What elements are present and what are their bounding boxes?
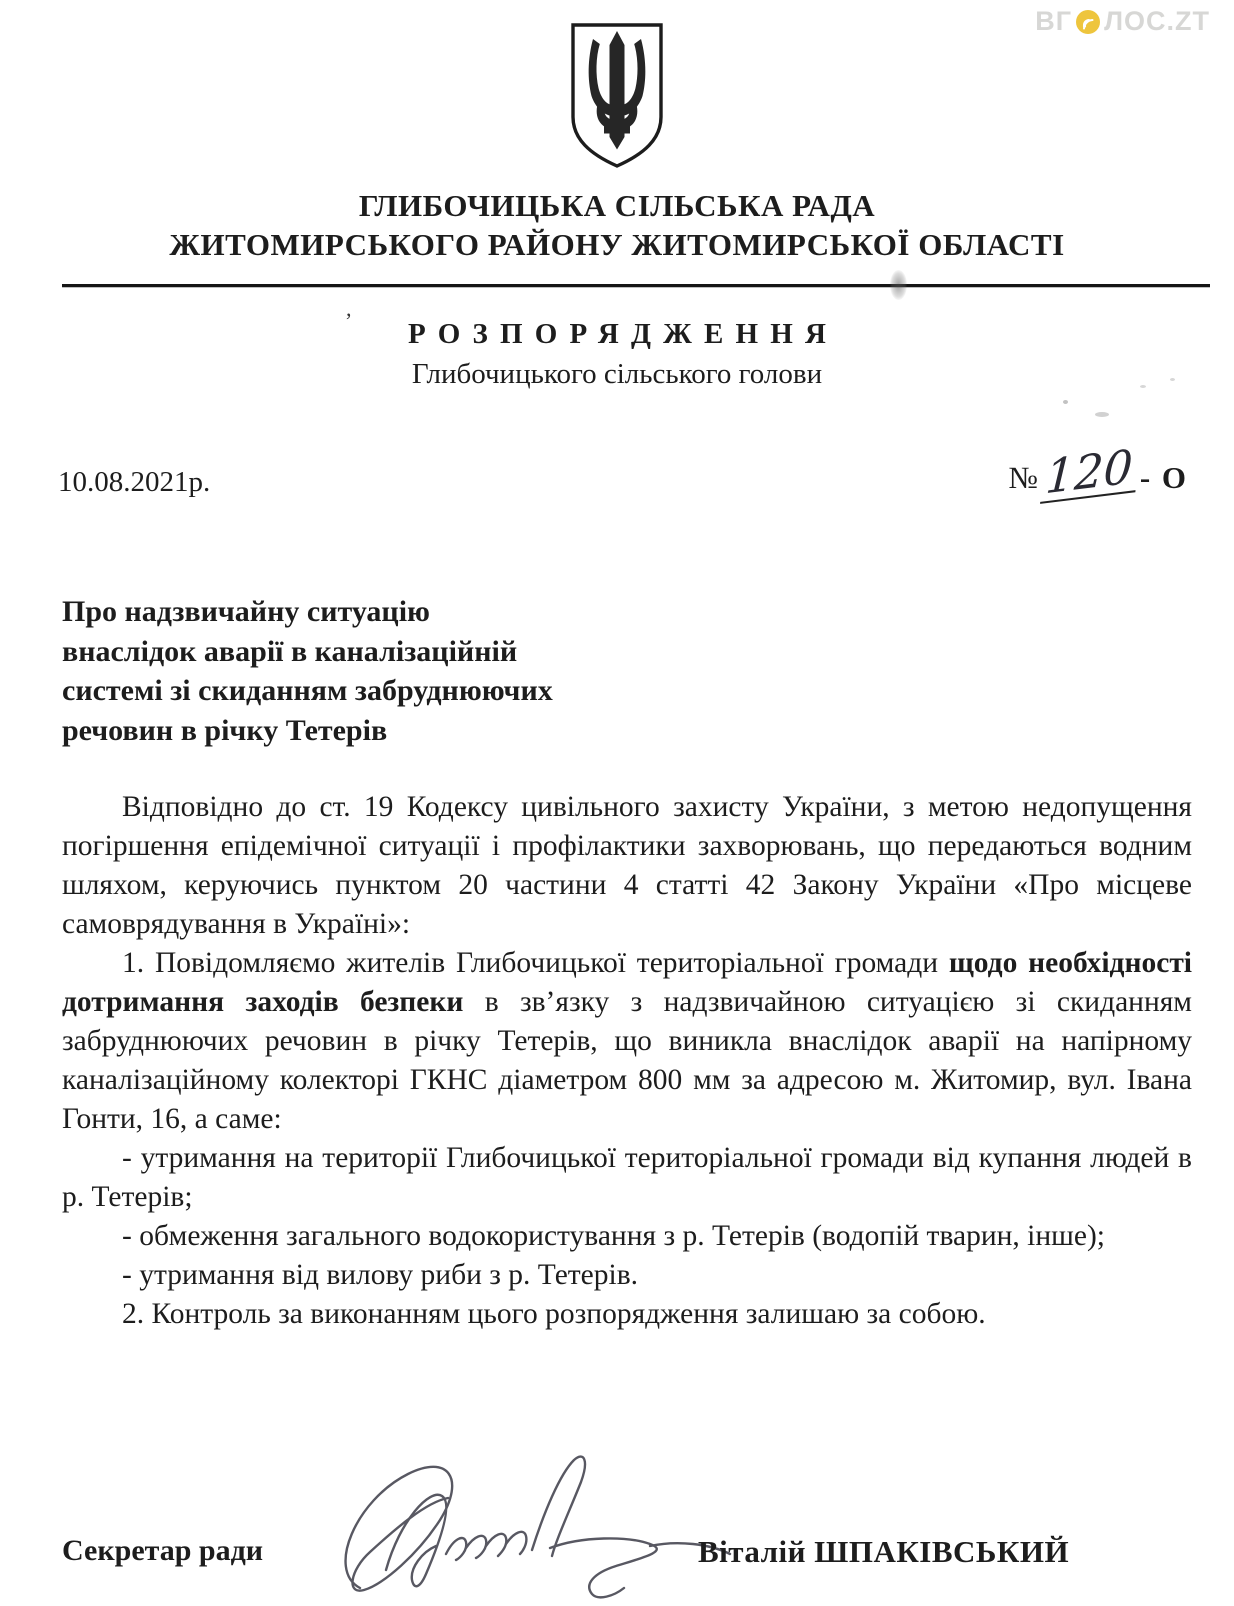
list-item: - обмеження загального водокористування з р. Тетерів (водопій тварин, інше); bbox=[122, 1220, 1105, 1252]
watermark-text-left: ВГ bbox=[1035, 6, 1073, 36]
org-name-line1: ГЛИБОЧИЦЬКА СІЛЬСЬКА РАДА bbox=[358, 188, 876, 223]
subject-line: внаслідок аварії в каналізаційній bbox=[62, 634, 518, 668]
scan-speck bbox=[1063, 400, 1068, 404]
scan-smudge bbox=[890, 270, 907, 300]
item-1-rest: в зв’язку з надзвичайною ситуацією зі скиданням забруднюючих речовин в річку Тетерів, що виникла внаслідок аварії на напірному каналізаційному колекторі ГКНС діаметром 800 мм за адресою м. Житомир, вул. Івана Гонти, 16, а саме: bbox=[62, 986, 1192, 1135]
item-2-paragraph: 2. Контроль за виконанням цього розпорядження залишаю за собою. bbox=[122, 1298, 986, 1330]
number-suffix: - О bbox=[1139, 460, 1188, 495]
handwritten-number: 120 bbox=[1040, 444, 1138, 504]
ukraine-trident-emblem-icon bbox=[560, 20, 674, 172]
org-name-line2: ЖИТОМИРСЬКОГО РАЙОНУ ЖИТОМИРСЬКОЇ ОБЛАСТІ bbox=[169, 227, 1065, 262]
doc-number bbox=[1008, 438, 1188, 505]
list-item: - утримання від вилову риби з р. Тетерів. bbox=[122, 1259, 639, 1291]
sound-waves-icon bbox=[1075, 9, 1101, 35]
header-separator-rule bbox=[62, 284, 1210, 287]
doc-subtitle: Глибочицького сільського голови bbox=[411, 358, 823, 390]
doc-type-title: РОЗПОРЯДЖЕННЯ bbox=[408, 318, 839, 350]
subject-title bbox=[62, 592, 682, 750]
number-sign: № bbox=[1008, 460, 1038, 495]
subject-line: Про надзвичайну ситуацію bbox=[62, 595, 430, 628]
vgolos-zt-watermark bbox=[1035, 6, 1210, 37]
item-1-paragraph bbox=[62, 944, 1192, 1139]
subject-line: речовин в річку Тетерів bbox=[62, 713, 388, 747]
document-body bbox=[62, 788, 1192, 1334]
scan-speck bbox=[1140, 385, 1146, 388]
scan-speck-comma: , bbox=[346, 296, 352, 321]
scan-speck bbox=[1095, 412, 1109, 417]
handwritten-signature bbox=[298, 1448, 790, 1606]
doc-date: 10.08.2021р. bbox=[58, 466, 211, 498]
subject-line: системі зі скиданням забруднюючих bbox=[62, 674, 553, 707]
item-1-bold-phrase: щодо необхідності дотримання заходів безпеки bbox=[62, 947, 1193, 1018]
list-item: - утримання на території Глибочицької територіальної громади від купання людей в р. Тетерів; bbox=[62, 1142, 1192, 1213]
signatory-name: Віталій ШПАКІВСЬКИЙ bbox=[698, 1534, 1070, 1569]
preamble-paragraph: Відповідно до ст. 19 Кодексу цивільного захисту України, з метою недопущення погіршення епідемічної ситуації і профілактики захворювань, що передаються водним шляхом, керуючись пунктом 20 частини 4 статті 42 Закону України «Про місцеве самоврядування в Україні»: bbox=[62, 791, 1192, 940]
item-1-intro: 1. Повідомляємо жителів Глибочицької територіальної громади bbox=[122, 947, 949, 979]
scan-speck bbox=[1170, 378, 1175, 381]
signature-role-label: Секретар ради bbox=[62, 1534, 264, 1567]
watermark-text-right: ЛОС.ZT bbox=[1104, 6, 1210, 36]
